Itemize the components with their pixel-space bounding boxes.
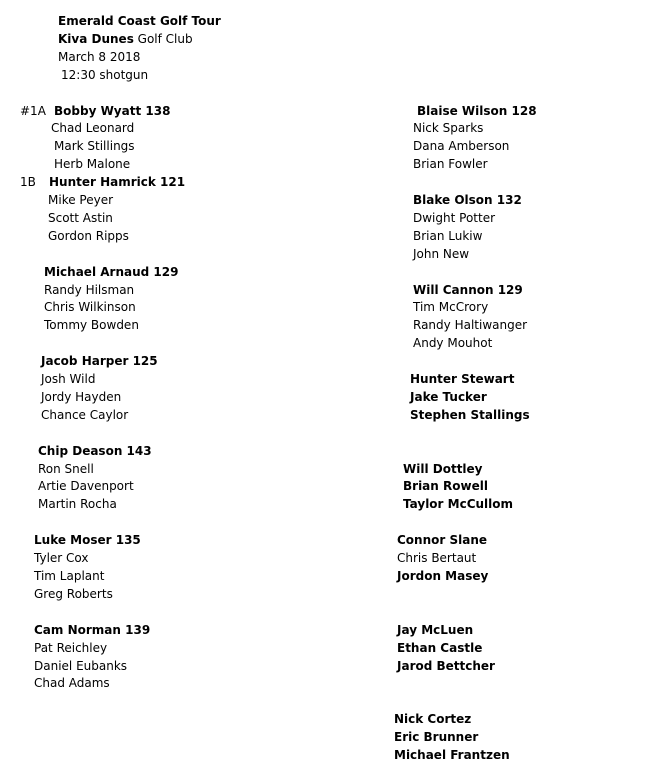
group-player: Gordon Ripps — [48, 229, 129, 243]
group-player: Will Dottley — [403, 462, 483, 476]
group-player: Tim Laplant — [34, 569, 105, 583]
group-captain: Connor Slane — [397, 533, 488, 547]
club-line — [58, 30, 193, 48]
group-tag: #1A — [20, 104, 46, 118]
group-player: Jarod Bettcher — [397, 659, 495, 673]
group-player: Josh Wild — [41, 372, 96, 386]
group-player: Tyler Cox — [34, 551, 89, 565]
group-player: Mark Stillings — [54, 139, 135, 153]
group-player: Chad Leonard — [51, 121, 135, 135]
group-player: Jordy Hayden — [41, 390, 122, 404]
group-captain: Hunter Hamrick 121 — [49, 175, 186, 189]
group-player: Chad Adams — [34, 676, 110, 690]
group-player: Jordon Masey — [397, 569, 489, 583]
group-player: Scott Astin — [48, 211, 113, 225]
event-date: March 8 2018 — [58, 50, 141, 64]
group-captain: Michael Arnaud 129 — [44, 265, 179, 279]
group-player: Pat Reichley — [34, 641, 108, 655]
group-player: Randy Hilsman — [44, 283, 135, 297]
group-player: Brian Lukiw — [413, 229, 483, 243]
group-player: Eric Brunner — [394, 730, 479, 744]
group-captain: Cam Norman 139 — [34, 623, 151, 637]
group-player: Brian Rowell — [403, 479, 488, 493]
group-player: Greg Roberts — [34, 587, 113, 601]
group-player: Chris Wilkinson — [44, 300, 136, 314]
group-player: Tim McCrory — [413, 300, 489, 314]
group-player: Mike Peyer — [48, 193, 114, 207]
group-player: John New — [413, 247, 470, 261]
start-time: 12:30 shotgun — [61, 68, 149, 82]
group-player: Taylor McCullom — [403, 497, 514, 511]
club-suffix: Golf Club — [133, 32, 193, 46]
group-player: Chris Bertaut — [397, 551, 477, 565]
group-player: Stephen Stallings — [410, 408, 530, 422]
group-player: Dwight Potter — [413, 211, 496, 225]
group-player: Michael Frantzen — [394, 748, 510, 762]
group-player: Tommy Bowden — [44, 318, 139, 332]
group-player: Randy Haltiwanger — [413, 318, 528, 332]
group-player: Herb Malone — [54, 157, 131, 171]
group-player: Artie Davenport — [38, 479, 134, 493]
group-player: Chance Caylor — [41, 408, 129, 422]
group-player: Ethan Castle — [397, 641, 483, 655]
group-player: Jake Tucker — [410, 390, 487, 404]
group-tag: 1B — [20, 175, 36, 189]
group-player: Hunter Stewart — [410, 372, 515, 386]
group-player: Brian Fowler — [413, 157, 488, 171]
group-player: Dana Amberson — [413, 139, 510, 153]
tour-title: Emerald Coast Golf Tour — [58, 14, 221, 28]
group-player: Nick Sparks — [413, 121, 484, 135]
group-captain: Chip Deason 143 — [38, 444, 152, 458]
group-player: Martin Rocha — [38, 497, 117, 511]
group-captain: Blake Olson 132 — [413, 193, 522, 207]
club-name: Kiva Dunes — [58, 32, 134, 46]
group-captain: Blaise Wilson 128 — [417, 104, 537, 118]
group-captain: Jacob Harper 125 — [41, 354, 158, 368]
group-captain: Luke Moser 135 — [34, 533, 141, 547]
group-captain: Bobby Wyatt 138 — [54, 104, 171, 118]
group-player: Jay McLuen — [397, 623, 474, 637]
group-player: Nick Cortez — [394, 712, 472, 726]
group-player: Daniel Eubanks — [34, 659, 128, 673]
group-player: Andy Mouhot — [413, 336, 493, 350]
group-captain: Will Cannon 129 — [413, 283, 523, 297]
group-player: Ron Snell — [38, 462, 94, 476]
